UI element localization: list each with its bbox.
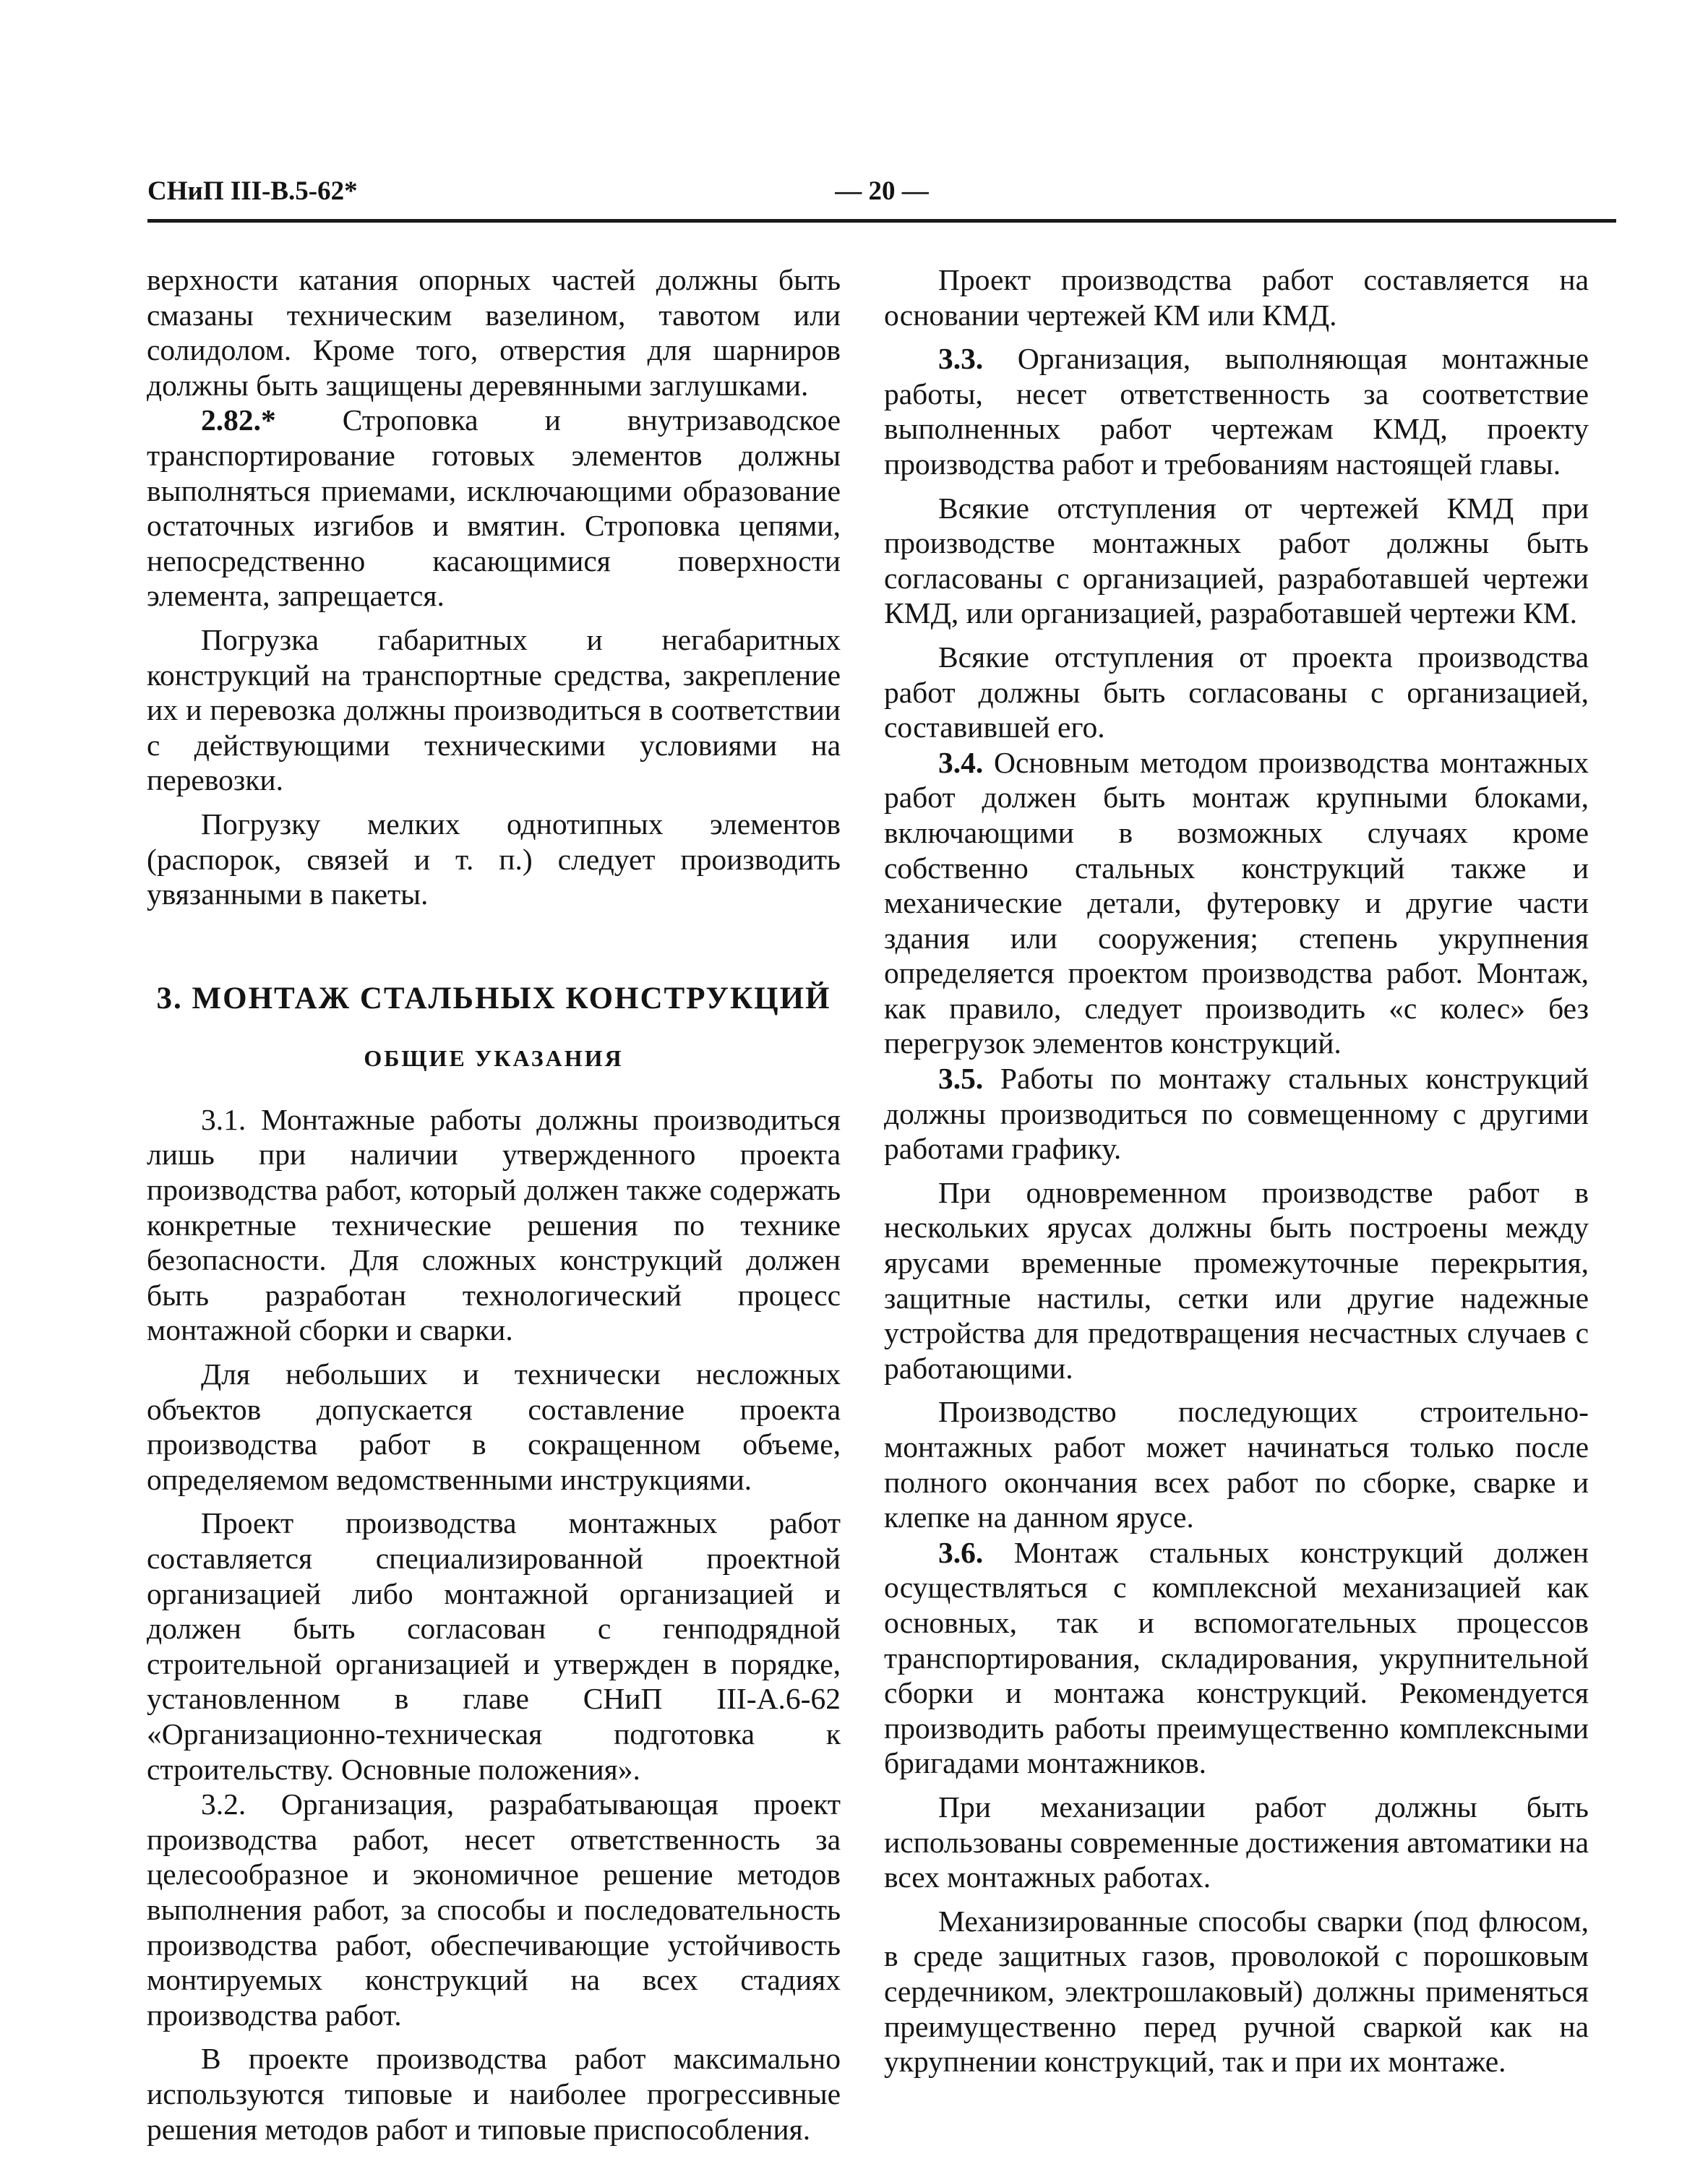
clause-number: 3.5.: [938, 1062, 984, 1096]
paragraph-small-objects: Для небольших и технически несложных объектов допускается составление проекта производства работ в сокращенном объеме, определяемом ведомственными инструкциями.: [147, 1357, 841, 1496]
paragraph-text: Монтаж стальных конструкций должен осуществляться с комплексной механизацией как основных, так и вспомогательных процессов транспортирования, складирования, укрупнительной сборки и монтажа конструкций. Рекомендуется производить работы преимущественно комплексными бригадами монтажников.: [884, 1535, 1589, 1780]
paragraph-3-3: [884, 341, 1589, 481]
paragraph-text: Организация, выполняющая монтажные работы, несет ответственность за соответствие выполненных работ чертежам КМД, проекту производства работ и требованиям настоящей главы.: [884, 342, 1589, 481]
right-column: [884, 262, 1589, 2079]
page-header: [147, 176, 1616, 219]
section-title: 3. МОНТАЖ СТАЛЬНЫХ КОНСТРУКЦИЙ: [156, 981, 831, 1015]
paragraph-3-4: [884, 745, 1589, 1061]
paragraph-2-82: [147, 403, 841, 614]
clause-number: 3.6.: [938, 1535, 984, 1569]
paragraph-loading: Погрузка габаритных и негабаритных конструкций на транспортные средства, закрепление их и перевозка должны производиться в соответствии с действующими техническими условиями на перевозки.: [147, 622, 841, 797]
paragraph-small-elements: Погрузку мелких однотипных элементов (распорок, связей и т. п.) следует производить увязанными в пакеты.: [147, 807, 841, 911]
paragraph-3-1: [147, 1102, 841, 1348]
paragraph-project-composition: Проект производства монтажных работ составляется специализированной проектной организацией либо монтажной организацией и должен быть согласован с генподрядной строительной организацией и утвержден в порядке, установленном в главе СНиП III-А.6-62 «Организационно-техническая подготовка к строительству. Основные положения».: [147, 1506, 841, 1786]
paragraph-text: Основным методом производства монтажных работ должен быть монтаж крупными блоками, включающими в возможных случаях кроме собственно стальных конструкций также и механические детали, футеровку и другие части здания или сооружения; степень укрупнения определяется проектом производства работ. Монтаж, как правило, следует производить «с колес» без перегрузок элементов конструкций.: [884, 745, 1589, 1060]
paragraph-welding: Механизированные способы сварки (под флюсом, в среде защитных газов, проволокой с порошковым сердечником, электрошлаковый) должны применяться преимущественно перед ручной сваркой как на укрупнении конструкций, так и при их монтаже.: [884, 1904, 1589, 2079]
clause-number: 3.1.: [201, 1102, 246, 1136]
paragraph-text: Строповка и внутризаводское транспортирование готовых элементов должны выполняться приемами, исключающими образование остаточных изгибов и вмятин. Строповка цепями, непосредственно касающимися поверхности элемента, запрещается.: [147, 403, 841, 613]
paragraph-multi-tier: При одновременном производстве работ в нескольких ярусах должны быть построены между ярусами временные промежуточные перекрытия, защитные настилы, сетки или другие надежные устройства для предотвращения несчастных случаев с работающими.: [884, 1175, 1589, 1385]
paragraph-kmd-deviations: Всякие отступления от чертежей КМД при производстве монтажных работ должны быть согласованы с организацией, разработавшей чертежи КМД, или организацией, разработавшей чертежи КМ.: [884, 491, 1589, 630]
paragraph-typical-solutions: В проекте производства работ максимально используются типовые и наиболее прогрессивные решения методов работ и типовые приспособления.: [147, 2042, 841, 2146]
paragraph-text: Работы по монтажу стальных конструкций должны производиться по совмещенному с другими работами графику.: [884, 1062, 1589, 1166]
paragraph-3-6: [884, 1535, 1589, 1781]
subsection-title: ОБЩИЕ УКАЗАНИЯ: [364, 1045, 624, 1072]
paragraph-text: Монтажные работы должны производиться лишь при наличии утвержденного проекта производства работ, который должен также содержать конкретные технические решения по технике безопасности. Для сложных конструкций должен быть разработан технологический процесс монтажной сборки и сварки.: [147, 1102, 841, 1347]
clause-number: 3.4.: [938, 745, 984, 779]
paragraph-subsequent-works: Производство последующих строительно-монтажных работ может начинаться только после полного окончания всех работ по сборке, сварке и клепке на данном ярусе.: [884, 1395, 1589, 1534]
paragraph-3-5: [884, 1061, 1589, 1167]
paragraph-continued: верхности катания опорных частей должны быть смазаны техническим вазелином, тавотом или солидолом. Кроме того, отверстия для шарниров должны быть защищены деревянными заглушками.: [147, 263, 841, 402]
clause-number: 2.82.*: [201, 403, 276, 437]
document-code: СНиП III-В.5-62*: [147, 176, 358, 206]
header-rule: [147, 219, 1616, 223]
paragraph-drawings-basis: Проект производства работ составляется на основании чертежей КМ или КМД.: [884, 263, 1589, 332]
paragraph-automation: При механизации работ должны быть использованы современные достижения автоматики на всех монтажных работах.: [884, 1790, 1589, 1894]
paragraph-3-2: [147, 1787, 841, 2032]
paragraph-project-deviations: Всякие отступления от проекта производства работ должны быть согласованы с организацией, составившей его.: [884, 640, 1589, 744]
paragraph-text: Организация, разрабатывающая проект производства работ, несет ответственность за целесообразное и экономичное решение методов выполнения работ, за способы и последовательность производства работ, обеспечивающие устойчивость монтируемых конструкций на всех стадиях производства работ.: [147, 1787, 841, 2032]
clause-number: 3.2.: [201, 1787, 246, 1821]
page-number: — 20 —: [835, 176, 929, 206]
left-column: [147, 262, 841, 2147]
clause-number: 3.3.: [938, 342, 984, 376]
